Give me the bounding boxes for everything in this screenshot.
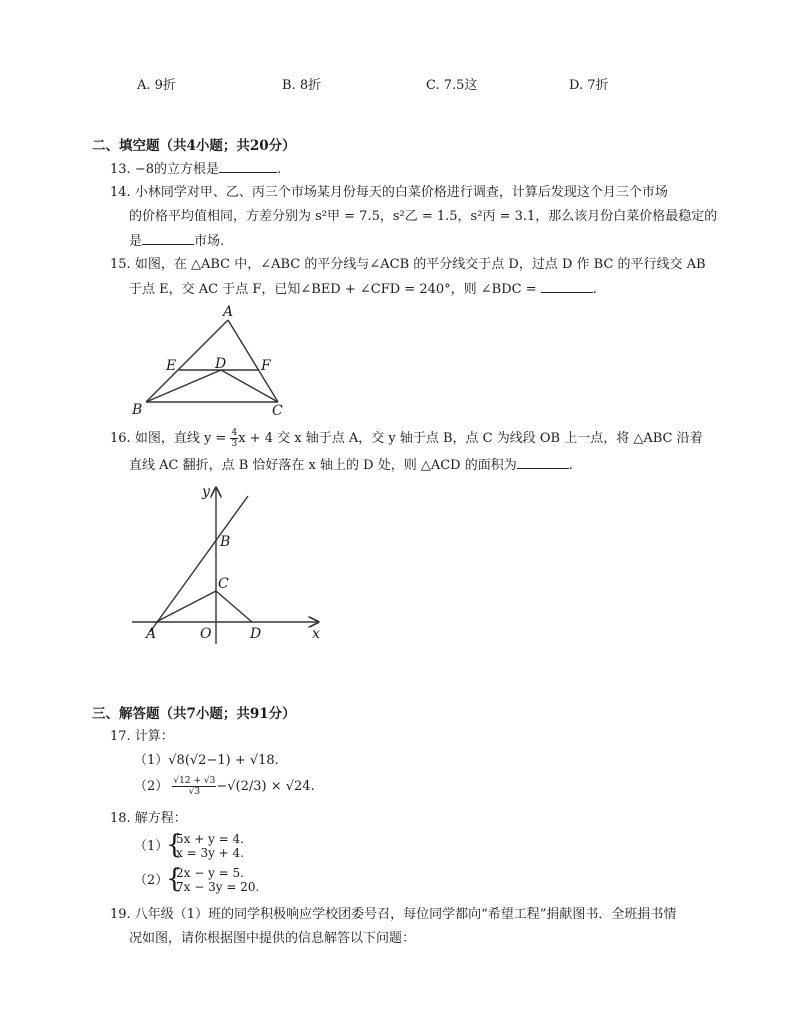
equation-2: x = 3y + 4.: [176, 846, 244, 860]
question-number: 13.: [110, 162, 131, 177]
question-18-title: 18. 解方程：: [110, 811, 187, 826]
segment-cd: [221, 370, 278, 402]
option-c: C. 7.5这: [426, 78, 478, 93]
question-15-line2: [129, 278, 597, 301]
equation-1: 2x − y = 5.: [176, 866, 244, 880]
fraction-numerator: 4: [231, 428, 238, 438]
label-c: C: [272, 403, 283, 419]
segment-ac: [156, 591, 216, 622]
question-text: 直线 AC 翻折，点 B 恰好落在 x 轴上的 D 处，则 △ACD 的面积为: [129, 458, 517, 473]
question-14-line3: [129, 230, 224, 253]
question-16-line2: [129, 454, 573, 477]
question-text: 如图，直线 y =: [134, 431, 227, 446]
label-d: D: [250, 626, 262, 642]
fraction-numerator: √12 + √3: [173, 776, 216, 786]
question-19-line2: 况如图，请你根据图中提供的信息解答以下问题：: [129, 931, 416, 946]
answer-blank[interactable]: [219, 158, 277, 173]
question-text-end: .: [592, 282, 597, 297]
label-b: B: [220, 534, 231, 550]
equation-2: 7x − 3y = 20.: [176, 880, 260, 894]
question-text: −8的立方根是: [134, 162, 219, 177]
question-text-end: 市场.: [194, 234, 225, 249]
question-17-title: 17. 计算：: [110, 729, 174, 744]
section-heading-fill-blank: 二、填空题（共4小题；共20分）: [92, 138, 296, 154]
answer-blank[interactable]: [142, 230, 194, 245]
line-ab: [150, 496, 248, 632]
label-c: C: [218, 576, 229, 592]
label-o: O: [200, 626, 212, 642]
question-text: 是: [129, 234, 143, 249]
section-heading-answer: 三、解答题（共7小题；共91分）: [92, 706, 296, 722]
question-text-end: .: [277, 162, 282, 177]
label-f: F: [261, 358, 271, 374]
question-15: [110, 254, 706, 276]
label-a: A: [223, 304, 234, 320]
label-a: A: [146, 626, 157, 642]
question-13: [110, 158, 281, 181]
question-17-part1: （1）√8(√2−1) + √18.: [134, 753, 279, 768]
label-b: B: [132, 402, 143, 418]
label-e: E: [166, 358, 177, 374]
question-text-end: .: [568, 458, 573, 473]
segment-bd: [146, 370, 221, 402]
label-y: y: [202, 484, 210, 500]
part-label: （1）: [134, 839, 169, 854]
equation-1: 5x + y = 4.: [176, 832, 244, 846]
part-label: （2）: [134, 873, 169, 888]
label-d: D: [215, 356, 227, 372]
option-b: B. 8折: [282, 78, 322, 93]
question-14: [110, 182, 668, 204]
fraction-denominator: 3: [231, 439, 238, 449]
question-text: 于点 E，交 AC 于点 F，已知∠BED + ∠CFD = 240°，则 ∠BDC =: [129, 282, 537, 297]
question-number: 15.: [110, 257, 131, 272]
triangle-figure: [128, 300, 298, 420]
label-x: x: [312, 626, 320, 642]
question-line: 小林同学对甲、乙、丙三个市场某月份每天的白菜价格进行调查，计算后发现这个月三个市场: [134, 185, 668, 200]
answer-blank[interactable]: [541, 278, 593, 293]
part-label: （2）: [134, 779, 169, 794]
fraction-denominator: √3: [188, 787, 201, 797]
question-19-line1: 19. 八年级（1）班的同学积极响应学校团委号召，每位同学都向“希望工程”捐献图书．全班捐书情: [110, 907, 677, 922]
question-16: [110, 428, 703, 450]
question-line: 如图，在 △ABC 中，∠ABC 的平分线与∠ACB 的平分线交于点 D，过点 D 作 BC 的平行线交 AB: [134, 257, 706, 272]
option-d: D. 7折: [569, 78, 609, 93]
question-17-part2: [134, 776, 315, 798]
fraction-expression: [172, 776, 216, 797]
brace: {: [166, 864, 183, 894]
question-number: 14.: [110, 185, 131, 200]
question-number: 16.: [110, 431, 131, 446]
question-text: x + 4 交 x 轴于点 A，交 y 轴于点 B，点 C 为线段 OB 上一点，将 △ABC 沿着: [238, 431, 703, 446]
coordinate-figure: [126, 478, 336, 648]
segment-cd: [216, 591, 252, 622]
answer-blank[interactable]: [517, 454, 569, 469]
option-a: A. 9折: [137, 78, 176, 93]
question-14-line2: 的价格平均值相同，方差分别为 s²甲 = 7.5，s²乙 = 1.5，s²丙 = 3.1，那么该月份白菜价格最稳定的: [129, 209, 718, 224]
expression-rest: −√(2/3) × √24.: [216, 779, 315, 794]
brace: {: [166, 830, 183, 860]
